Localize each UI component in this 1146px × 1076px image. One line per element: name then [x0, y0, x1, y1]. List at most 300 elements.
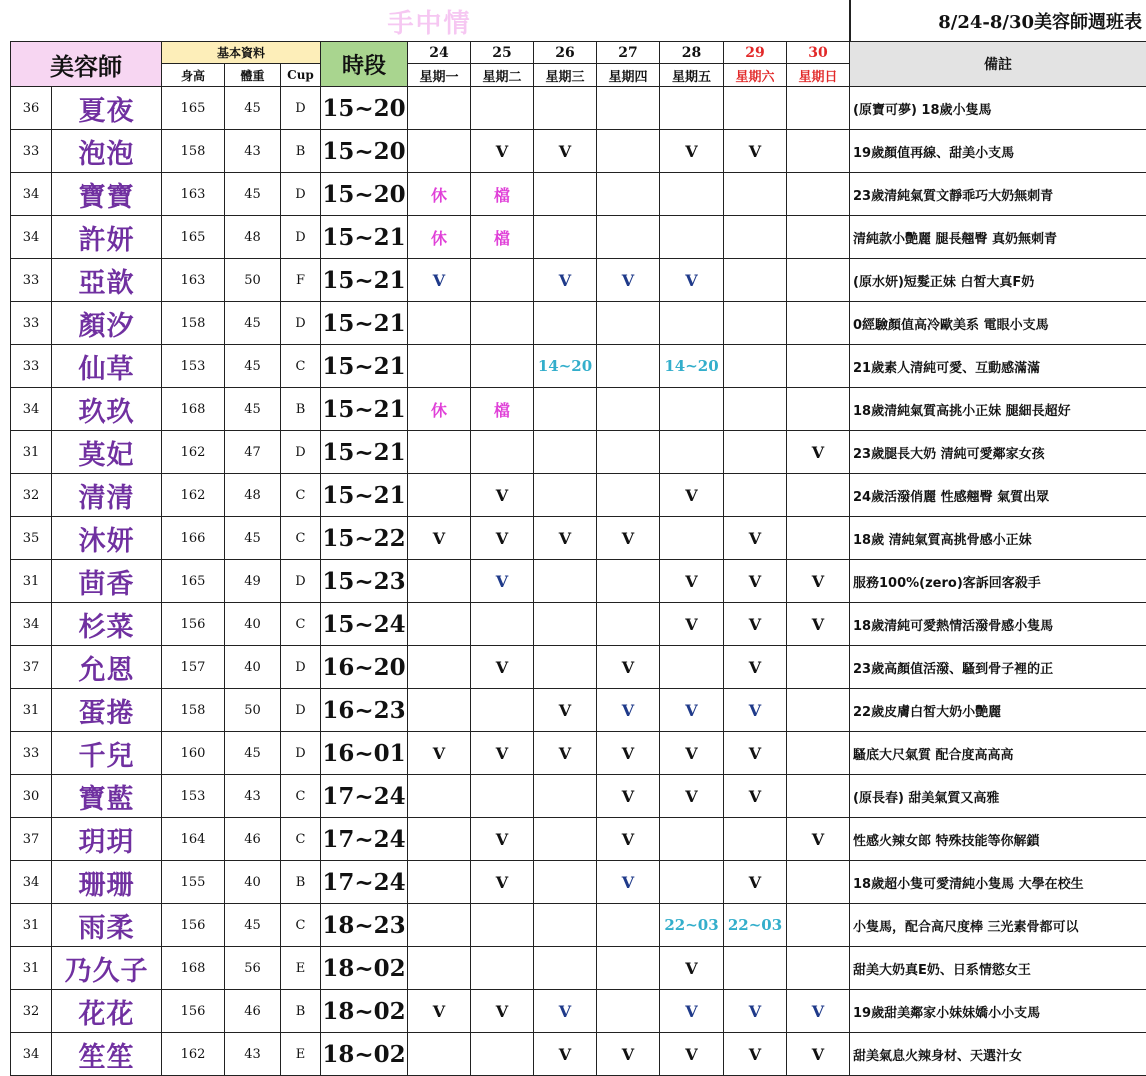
- row-height: 165: [162, 560, 225, 603]
- row-day-26: [534, 603, 597, 646]
- row-day-25: [471, 689, 534, 732]
- row-day-27: V: [597, 1033, 660, 1076]
- header-weekday-24: 星期一: [408, 64, 471, 87]
- row-note: 18歲清純可愛熱情活潑骨感小隻馬: [850, 603, 1146, 646]
- row-note: 18歲超小隻可愛清純小隻馬 大學在校生: [850, 861, 1146, 904]
- row-cup: D: [281, 689, 321, 732]
- row-day-27: [597, 990, 660, 1033]
- row-age: 33: [10, 732, 52, 775]
- header-weekday-29: 星期六: [724, 64, 787, 87]
- row-day-29: [724, 345, 787, 388]
- row-height: 162: [162, 431, 225, 474]
- row-day-26: V: [534, 990, 597, 1033]
- row-cup: B: [281, 130, 321, 173]
- row-day-28: [660, 302, 724, 345]
- row-day-25: [471, 259, 534, 302]
- row-weight: 50: [225, 689, 281, 732]
- row-day-28: V: [660, 130, 724, 173]
- row-day-27: [597, 560, 660, 603]
- row-day-29: V: [724, 517, 787, 560]
- row-day-30: [787, 173, 850, 216]
- row-day-29: V: [724, 861, 787, 904]
- row-day-26: [534, 818, 597, 861]
- row-day-27: V: [597, 732, 660, 775]
- row-day-30: [787, 87, 850, 130]
- row-day-26: V: [534, 130, 597, 173]
- row-day-28: [660, 173, 724, 216]
- row-cup: C: [281, 603, 321, 646]
- row-cup: D: [281, 173, 321, 216]
- row-day-25: V: [471, 646, 534, 689]
- row-day-27: [597, 474, 660, 517]
- row-day-28: [660, 388, 724, 431]
- row-day-29: [724, 259, 787, 302]
- row-day-24: [408, 904, 471, 947]
- row-name: 仙草: [52, 345, 162, 388]
- row-day-24: 休: [408, 173, 471, 216]
- row-day-25: V: [471, 560, 534, 603]
- row-day-24: [408, 646, 471, 689]
- row-day-25: [471, 603, 534, 646]
- row-day-30: [787, 259, 850, 302]
- row-height: 162: [162, 474, 225, 517]
- row-day-24: [408, 689, 471, 732]
- row-day-27: [597, 87, 660, 130]
- row-weight: 40: [225, 646, 281, 689]
- header-weekday-28: 星期五: [660, 64, 724, 87]
- row-age: 31: [10, 431, 52, 474]
- row-day-28: V: [660, 947, 724, 990]
- row-time-slot: 16~20: [321, 646, 408, 689]
- row-weight: 48: [225, 474, 281, 517]
- row-day-28: V: [660, 1033, 724, 1076]
- row-note: 22歲皮膚白皙大奶小艷麗: [850, 689, 1146, 732]
- row-name: 玥玥: [52, 818, 162, 861]
- row-day-26: [534, 560, 597, 603]
- row-day-24: [408, 560, 471, 603]
- row-time-slot: 15~21: [321, 259, 408, 302]
- row-time-slot: 15~20: [321, 173, 408, 216]
- row-day-25: 檔: [471, 388, 534, 431]
- row-day-25: V: [471, 732, 534, 775]
- row-day-29: [724, 173, 787, 216]
- row-weight: 40: [225, 861, 281, 904]
- row-note: 18歲清純氣質高挑小正妹 腿細長超好: [850, 388, 1146, 431]
- row-day-24: [408, 345, 471, 388]
- row-time-slot: 18~23: [321, 904, 408, 947]
- row-name: 顏汐: [52, 302, 162, 345]
- row-height: 165: [162, 216, 225, 259]
- row-day-25: V: [471, 861, 534, 904]
- row-day-26: [534, 388, 597, 431]
- row-name: 沐妍: [52, 517, 162, 560]
- row-day-25: 檔: [471, 216, 534, 259]
- row-weight: 45: [225, 517, 281, 560]
- row-cup: E: [281, 947, 321, 990]
- row-day-28: V: [660, 689, 724, 732]
- row-day-30: [787, 732, 850, 775]
- row-time-slot: 15~22: [321, 517, 408, 560]
- row-note: 騷底大尺氣質 配合度高高高: [850, 732, 1146, 775]
- row-day-30: [787, 904, 850, 947]
- row-name: 花花: [52, 990, 162, 1033]
- row-day-27: [597, 904, 660, 947]
- header-date-30: 30: [787, 42, 850, 64]
- row-time-slot: 18~02: [321, 990, 408, 1033]
- row-cup: D: [281, 431, 321, 474]
- row-name: 亞歆: [52, 259, 162, 302]
- row-age: 33: [10, 345, 52, 388]
- row-day-26: [534, 861, 597, 904]
- row-day-24: [408, 87, 471, 130]
- row-day-30: V: [787, 818, 850, 861]
- row-name: 笙笙: [52, 1033, 162, 1076]
- row-day-30: [787, 388, 850, 431]
- row-age: 31: [10, 689, 52, 732]
- row-height: 153: [162, 345, 225, 388]
- row-day-27: [597, 216, 660, 259]
- row-day-27: V: [597, 517, 660, 560]
- row-day-28: [660, 216, 724, 259]
- row-age: 34: [10, 603, 52, 646]
- row-day-24: V: [408, 259, 471, 302]
- row-age: 34: [10, 388, 52, 431]
- row-name: 杉菜: [52, 603, 162, 646]
- row-day-29: V: [724, 732, 787, 775]
- row-day-28: V: [660, 560, 724, 603]
- row-day-26: [534, 775, 597, 818]
- row-day-26: V: [534, 689, 597, 732]
- row-day-29: V: [724, 990, 787, 1033]
- row-cup: D: [281, 302, 321, 345]
- row-day-24: [408, 302, 471, 345]
- row-height: 163: [162, 173, 225, 216]
- row-day-25: [471, 87, 534, 130]
- week-title: 8/24-8/30美容師週班表: [850, 0, 1146, 42]
- row-day-26: [534, 173, 597, 216]
- row-day-28: 22~03: [660, 904, 724, 947]
- row-day-24: [408, 130, 471, 173]
- row-day-29: V: [724, 646, 787, 689]
- row-day-30: V: [787, 560, 850, 603]
- row-weight: 45: [225, 173, 281, 216]
- row-age: 36: [10, 87, 52, 130]
- row-name: 清清: [52, 474, 162, 517]
- row-weight: 45: [225, 345, 281, 388]
- row-age: 37: [10, 646, 52, 689]
- row-weight: 48: [225, 216, 281, 259]
- row-day-25: V: [471, 818, 534, 861]
- row-day-28: [660, 87, 724, 130]
- row-height: 156: [162, 904, 225, 947]
- row-day-26: 14~20: [534, 345, 597, 388]
- row-cup: C: [281, 904, 321, 947]
- row-day-25: [471, 345, 534, 388]
- row-day-29: V: [724, 603, 787, 646]
- row-day-24: 休: [408, 216, 471, 259]
- row-day-29: V: [724, 775, 787, 818]
- row-age: 34: [10, 861, 52, 904]
- row-day-28: V: [660, 474, 724, 517]
- row-height: 153: [162, 775, 225, 818]
- row-day-27: [597, 345, 660, 388]
- row-weight: 45: [225, 87, 281, 130]
- header-date-25: 25: [471, 42, 534, 64]
- row-note: 21歲素人清純可愛、互動感滿滿: [850, 345, 1146, 388]
- row-height: 163: [162, 259, 225, 302]
- row-day-29: V: [724, 560, 787, 603]
- row-height: 168: [162, 388, 225, 431]
- row-note: 23歲腿長大奶 清純可愛鄰家女孩: [850, 431, 1146, 474]
- row-height: 165: [162, 87, 225, 130]
- row-day-29: [724, 474, 787, 517]
- row-name: 莫妃: [52, 431, 162, 474]
- row-day-30: [787, 216, 850, 259]
- header-cup: Cup: [281, 64, 321, 87]
- row-weight: 40: [225, 603, 281, 646]
- row-note: 23歲清純氣質文靜乖巧大奶無刺青: [850, 173, 1146, 216]
- row-day-26: V: [534, 732, 597, 775]
- row-age: 34: [10, 216, 52, 259]
- row-age: 37: [10, 818, 52, 861]
- row-day-29: V: [724, 1033, 787, 1076]
- row-weight: 49: [225, 560, 281, 603]
- row-day-27: V: [597, 861, 660, 904]
- row-day-29: [724, 947, 787, 990]
- row-day-30: [787, 947, 850, 990]
- row-age: 33: [10, 259, 52, 302]
- row-note: (原長春) 甜美氣質又高雅: [850, 775, 1146, 818]
- row-name: 千兒: [52, 732, 162, 775]
- row-weight: 43: [225, 775, 281, 818]
- row-day-30: [787, 861, 850, 904]
- row-height: 157: [162, 646, 225, 689]
- row-note: 性感火辣女郎 特殊技能等你解鎖: [850, 818, 1146, 861]
- row-day-27: [597, 947, 660, 990]
- row-note: (原水妍)短髮正妹 白皙大真F奶: [850, 259, 1146, 302]
- row-day-30: [787, 474, 850, 517]
- row-weight: 43: [225, 1033, 281, 1076]
- row-day-30: V: [787, 1033, 850, 1076]
- sheet-title: 手中情: [10, 0, 850, 42]
- header-date-29: 29: [724, 42, 787, 64]
- row-age: 35: [10, 517, 52, 560]
- row-day-24: [408, 1033, 471, 1076]
- row-cup: E: [281, 1033, 321, 1076]
- row-day-25: V: [471, 130, 534, 173]
- row-day-27: [597, 388, 660, 431]
- row-note: 24歲活潑俏麗 性感翹臀 氣質出眾: [850, 474, 1146, 517]
- header-date-27: 27: [597, 42, 660, 64]
- row-name: 允恩: [52, 646, 162, 689]
- row-day-24: [408, 947, 471, 990]
- row-height: 156: [162, 603, 225, 646]
- row-day-27: [597, 130, 660, 173]
- row-time-slot: 18~02: [321, 1033, 408, 1076]
- row-day-25: V: [471, 474, 534, 517]
- header-weekday-26: 星期三: [534, 64, 597, 87]
- row-day-27: [597, 603, 660, 646]
- row-name: 玖玖: [52, 388, 162, 431]
- row-day-24: [408, 431, 471, 474]
- row-note: 服務100%(zero)客訴回客殺手: [850, 560, 1146, 603]
- row-cup: D: [281, 560, 321, 603]
- row-note: 23歲高顏值活潑、騷到骨子裡的正: [850, 646, 1146, 689]
- row-day-26: [534, 216, 597, 259]
- row-cup: C: [281, 474, 321, 517]
- row-day-24: [408, 818, 471, 861]
- row-time-slot: 15~21: [321, 302, 408, 345]
- row-day-25: 檔: [471, 173, 534, 216]
- row-day-29: 22~03: [724, 904, 787, 947]
- row-day-30: [787, 646, 850, 689]
- row-time-slot: 15~23: [321, 560, 408, 603]
- row-day-27: V: [597, 818, 660, 861]
- row-cup: D: [281, 87, 321, 130]
- row-day-24: [408, 474, 471, 517]
- row-cup: D: [281, 732, 321, 775]
- row-time-slot: 15~21: [321, 388, 408, 431]
- row-age: 32: [10, 474, 52, 517]
- row-name: 蛋捲: [52, 689, 162, 732]
- row-cup: C: [281, 818, 321, 861]
- header-date-26: 26: [534, 42, 597, 64]
- row-day-26: [534, 646, 597, 689]
- row-height: 166: [162, 517, 225, 560]
- row-cup: D: [281, 216, 321, 259]
- row-day-26: V: [534, 1033, 597, 1076]
- row-age: 33: [10, 130, 52, 173]
- row-day-25: V: [471, 990, 534, 1033]
- row-age: 31: [10, 947, 52, 990]
- row-age: 32: [10, 990, 52, 1033]
- row-day-30: [787, 302, 850, 345]
- row-name: 寶藍: [52, 775, 162, 818]
- row-day-26: [534, 474, 597, 517]
- row-note: 18歲 清純氣質高挑骨感小正妹: [850, 517, 1146, 560]
- row-day-24: [408, 861, 471, 904]
- row-day-25: [471, 904, 534, 947]
- row-day-27: V: [597, 259, 660, 302]
- row-note: 小隻馬，配合高尺度棒 三光素骨都可以: [850, 904, 1146, 947]
- row-age: 33: [10, 302, 52, 345]
- row-weight: 46: [225, 818, 281, 861]
- row-time-slot: 15~20: [321, 130, 408, 173]
- row-weight: 45: [225, 388, 281, 431]
- row-time-slot: 15~21: [321, 216, 408, 259]
- row-note: 19歲顏值再線、甜美小支馬: [850, 130, 1146, 173]
- header-date-24: 24: [408, 42, 471, 64]
- row-time-slot: 15~20: [321, 87, 408, 130]
- row-day-24: [408, 603, 471, 646]
- row-cup: B: [281, 388, 321, 431]
- row-day-29: [724, 818, 787, 861]
- row-day-24: V: [408, 517, 471, 560]
- row-cup: D: [281, 646, 321, 689]
- row-day-26: [534, 431, 597, 474]
- row-time-slot: 17~24: [321, 775, 408, 818]
- row-day-25: [471, 302, 534, 345]
- row-height: 158: [162, 689, 225, 732]
- row-time-slot: 15~24: [321, 603, 408, 646]
- row-name: 許妍: [52, 216, 162, 259]
- row-age: 34: [10, 173, 52, 216]
- row-day-28: V: [660, 990, 724, 1033]
- row-day-29: [724, 216, 787, 259]
- row-day-26: [534, 87, 597, 130]
- row-day-28: V: [660, 775, 724, 818]
- row-day-30: [787, 345, 850, 388]
- row-day-30: [787, 130, 850, 173]
- row-weight: 46: [225, 990, 281, 1033]
- row-cup: B: [281, 990, 321, 1033]
- row-cup: C: [281, 345, 321, 388]
- row-age: 31: [10, 904, 52, 947]
- row-time-slot: 15~21: [321, 474, 408, 517]
- row-day-26: V: [534, 259, 597, 302]
- row-cup: F: [281, 259, 321, 302]
- row-cup: C: [281, 517, 321, 560]
- row-day-24: [408, 775, 471, 818]
- row-weight: 45: [225, 732, 281, 775]
- row-age: 31: [10, 560, 52, 603]
- row-cup: C: [281, 775, 321, 818]
- row-weight: 47: [225, 431, 281, 474]
- row-time-slot: 18~02: [321, 947, 408, 990]
- row-day-26: V: [534, 517, 597, 560]
- row-day-28: [660, 431, 724, 474]
- row-height: 160: [162, 732, 225, 775]
- row-day-25: [471, 431, 534, 474]
- header-weight: 體重: [225, 64, 281, 87]
- row-name: 乃久子: [52, 947, 162, 990]
- header-weekday-30: 星期日: [787, 64, 850, 87]
- row-height: 158: [162, 302, 225, 345]
- row-weight: 43: [225, 130, 281, 173]
- row-weight: 50: [225, 259, 281, 302]
- row-day-27: V: [597, 646, 660, 689]
- row-day-26: [534, 904, 597, 947]
- row-day-30: V: [787, 990, 850, 1033]
- header-weekday-27: 星期四: [597, 64, 660, 87]
- header-height: 身高: [162, 64, 225, 87]
- row-day-28: V: [660, 259, 724, 302]
- header-time-slot: 時段: [321, 42, 408, 87]
- row-height: 168: [162, 947, 225, 990]
- row-age: 34: [10, 1033, 52, 1076]
- header-notes: 備註: [850, 42, 1146, 87]
- row-time-slot: 17~24: [321, 861, 408, 904]
- row-day-28: [660, 517, 724, 560]
- row-day-29: V: [724, 689, 787, 732]
- row-note: (原寶可夢) 18歲小隻馬: [850, 87, 1146, 130]
- row-time-slot: 15~21: [321, 345, 408, 388]
- row-name: 雨柔: [52, 904, 162, 947]
- row-day-24: V: [408, 990, 471, 1033]
- row-time-slot: 17~24: [321, 818, 408, 861]
- row-note: 0經驗顏值高冷歐美系 電眼小支馬: [850, 302, 1146, 345]
- row-note: 甜美氣息火辣身材、天選汁女: [850, 1033, 1146, 1076]
- row-time-slot: 16~01: [321, 732, 408, 775]
- header-basic-info: 基本資料: [162, 42, 321, 64]
- row-day-29: V: [724, 130, 787, 173]
- row-time-slot: 16~23: [321, 689, 408, 732]
- row-day-24: V: [408, 732, 471, 775]
- row-height: 164: [162, 818, 225, 861]
- row-day-26: [534, 302, 597, 345]
- row-day-27: [597, 431, 660, 474]
- row-day-30: V: [787, 431, 850, 474]
